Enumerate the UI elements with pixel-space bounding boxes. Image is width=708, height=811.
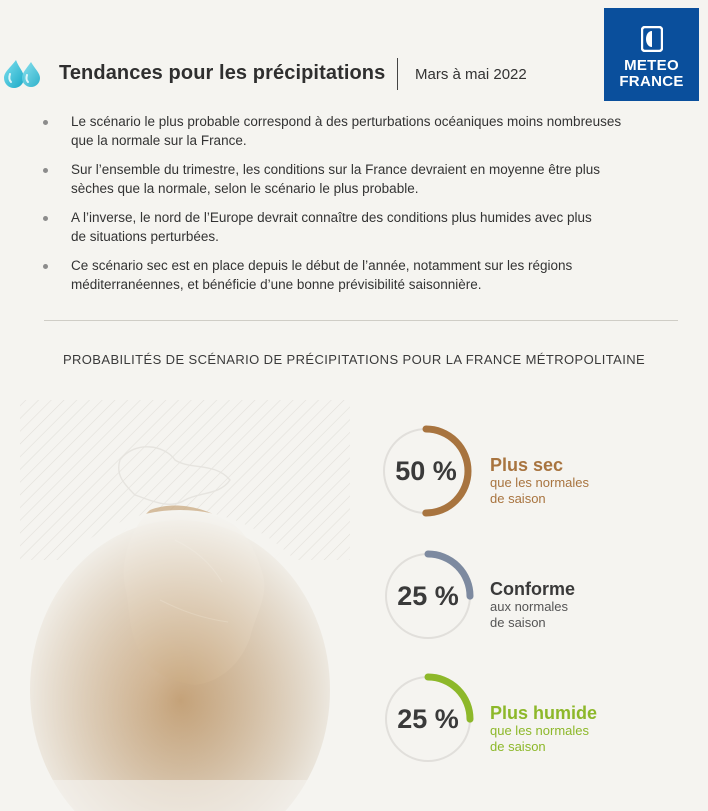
bullet-item	[40, 160, 680, 198]
scenario-wet-title: Plus humide	[490, 703, 598, 723]
bullet-text-line1: Sur l’ensemble du trimestre, les conditions sur la France devraient en moyenne être plus	[71, 162, 601, 177]
globe-illustration	[0, 400, 360, 811]
bullet-text-line2: que la normale sur la France.	[71, 133, 247, 148]
bullet-item	[40, 112, 680, 150]
title-divider	[397, 58, 398, 90]
bullet-text-line2: de situations perturbées.	[71, 229, 219, 244]
logo-text-line2: FRANCE	[619, 73, 684, 90]
bullet-text-line1: Ce scénario sec est en place depuis le début de l’année, notamment sur les régions	[71, 258, 573, 273]
scenario-normal-subtitle-line1: aux normales	[490, 599, 569, 614]
scenario-normal-title: Conforme	[490, 579, 575, 599]
bullet-item	[40, 256, 680, 294]
period-label: Mars à mai 2022	[415, 66, 527, 83]
bullet-text-line2: sèches que la normale, selon le scénario le plus probable.	[71, 181, 419, 196]
scenario-dry-title: Plus sec	[490, 455, 564, 475]
page-title: Tendances pour les précipitations	[59, 62, 386, 84]
bullet-text-line2: méditerranéennes, et bénéficie d’une bonne prévisibilité saisonnière.	[71, 277, 482, 292]
scenario-normal-subtitle-line2: de saison	[490, 615, 546, 630]
bullet-text-line1: Le scénario le plus probable correspond à des perturbations océaniques moins nombreuses	[71, 114, 622, 129]
bullet-item	[40, 208, 680, 246]
bullet-list	[40, 112, 680, 304]
scenario-dry-subtitle-line1: que les normales	[490, 475, 589, 490]
scenario-dry	[380, 425, 472, 517]
section-divider	[44, 320, 678, 321]
scenario-dry-percent: 50 %	[395, 456, 457, 486]
raindrops-icon	[0, 58, 44, 90]
scenario-normal	[382, 550, 474, 642]
scenario-wet	[382, 673, 474, 765]
bullet-dot	[43, 264, 48, 269]
bullet-text-line1: A l’inverse, le nord de l’Europe devrait connaître des conditions plus humides avec plus	[71, 210, 592, 225]
scenario-wet-subtitle-line2: de saison	[490, 739, 546, 754]
bullet-dot	[43, 216, 48, 221]
meteo-france-logo	[604, 8, 699, 101]
logo-text-line1: METEO	[624, 57, 679, 74]
meteo-france-emblem-icon	[641, 26, 663, 52]
scenario-normal-percent: 25 %	[397, 581, 459, 611]
section-title: PROBABILITÉS DE SCÉNARIO DE PRÉCIPITATIONS POUR LA FRANCE MÉTROPOLITAINE	[62, 352, 646, 367]
bullet-dot	[43, 168, 48, 173]
bullet-dot	[43, 120, 48, 125]
scenario-dry-subtitle-line2: de saison	[490, 491, 546, 506]
scenario-wet-subtitle-line1: que les normales	[490, 723, 589, 738]
scenario-wet-percent: 25 %	[397, 704, 459, 734]
